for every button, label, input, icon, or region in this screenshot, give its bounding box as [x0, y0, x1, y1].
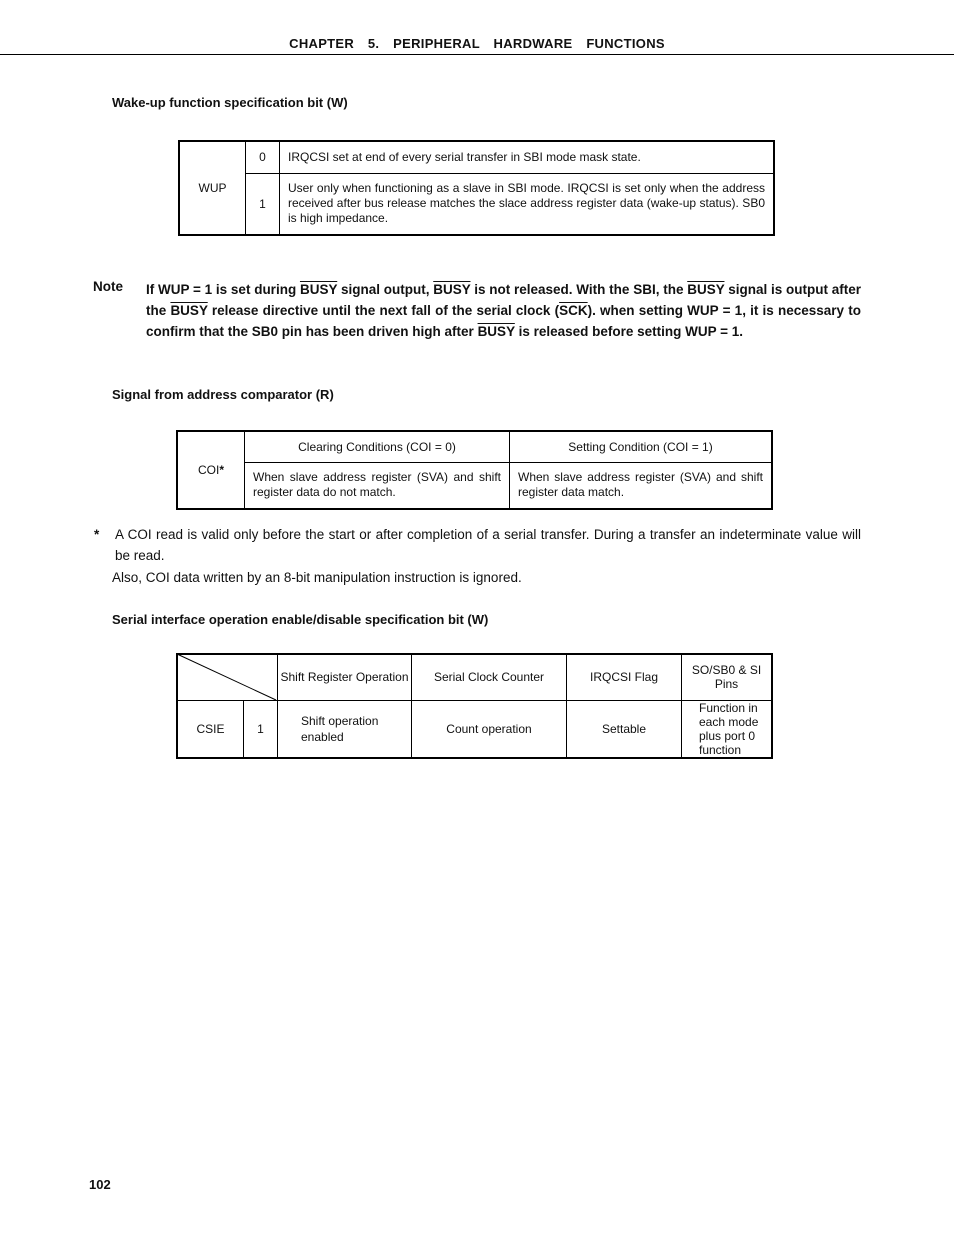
section-heading-csie: Serial interface operation enable/disable specification bit (W): [112, 612, 489, 627]
wup-desc-1: User only when functioning as a slave in SBI mode. IRQCSI is set only when the address received after bus release matches the slace address register data (wake-up status). SB0 is high impedance.: [280, 173, 775, 235]
coi-set-condition: When slave address register (SVA) and shift register data match.: [510, 462, 773, 509]
csie-cell-shift: Shift operation enabled: [278, 700, 412, 758]
csie-bit-name: CSIE: [177, 700, 244, 758]
header-rule: [0, 54, 954, 55]
csie-bit-value: 1: [244, 700, 278, 758]
wup-desc-0: IRQCSI set at end of every serial transfer in SBI mode mask state.: [280, 141, 775, 173]
section-heading-wakeup: Wake-up function specification bit (W): [112, 95, 348, 110]
csie-cell-irq: Settable: [567, 700, 682, 758]
corner-diagonal-line: [176, 653, 277, 701]
csie-header-counter: Serial Clock Counter: [412, 654, 567, 700]
footnote-line2: Also, COI data written by an 8-bit manipulation instruction is ignored.: [112, 570, 522, 585]
csie-cell-pins: Function in each mode plus port 0 function: [682, 700, 773, 758]
page-number: 102: [89, 1177, 111, 1192]
wup-value-0: 0: [246, 141, 280, 173]
section-heading-address-comparator: Signal from address comparator (R): [112, 387, 334, 402]
csie-table-wrapper: [176, 653, 773, 757]
csie-header-pins: SO/SB0 & SI Pins: [682, 654, 773, 700]
coi-set-header: Setting Condition (COI = 1): [510, 431, 773, 462]
coi-bit-name: COI*: [177, 431, 245, 509]
csie-cell-counter: Count operation: [412, 700, 567, 758]
busy-signal: BUSY: [299, 282, 338, 297]
busy-signal: BUSY: [433, 282, 471, 297]
coi-clear-condition: When slave address register (SVA) and shift register data do not match.: [245, 462, 510, 509]
note-label: Note: [93, 279, 123, 294]
csie-header-irq: IRQCSI Flag: [567, 654, 682, 700]
wup-table: [178, 140, 775, 236]
busy-signal: BUSY: [477, 324, 515, 339]
csie-header-shift: Shift Register Operation: [278, 654, 412, 700]
coi-clear-header: Clearing Conditions (COI = 0): [245, 431, 510, 462]
coi-table: [176, 430, 773, 510]
footnote-mark: *: [94, 527, 100, 542]
busy-signal: BUSY: [170, 303, 208, 318]
wup-value-1: 1: [246, 173, 280, 235]
busy-signal: BUSY: [687, 282, 725, 297]
wup-bit-name: WUP: [179, 141, 246, 235]
chapter-header: CHAPTER 5. PERIPHERAL HARDWARE FUNCTIONS: [289, 36, 665, 51]
sck-signal: $\overline{SCK}$: [559, 303, 588, 318]
note-text: If WUP = 1 is set during BUSY signal output, BUSY is not released. With the SBI, the BUSY signal is output after the BUSY release directive until the next fall of the serial clock $(\overline{SCK})$. when setting WUP = 1, it is necessary to confirm that the SB0 pin has been driven high after BUSY is released before setting WUP = 1.: [146, 282, 862, 339]
footnote-line1: A COI read is valid only before the start or after completion of a serial transfer. During a transfer an indeterminate value will be read.: [115, 527, 861, 563]
